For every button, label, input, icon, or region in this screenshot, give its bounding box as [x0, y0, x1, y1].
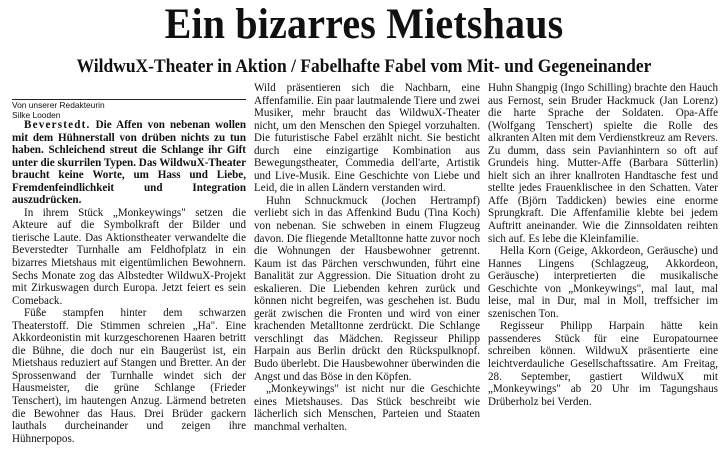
- article-column-2: [254, 82, 480, 462]
- body-paragraph: Hella Korn (Geige, Akkordeon, Geräusche) und Hannes Lingens (Schlagzeug, Akkordeon, Geräusche) interpretierten die musikalische Geschichte von „Monkeywings", mal laut, mal leise, mal in Dur, mal in Moll, treffsicher im szenischen Ton.: [488, 245, 718, 320]
- lead-paragraph: [12, 119, 246, 207]
- body-paragraph: Huhn Shangpig (Ingo Schilling) brachte den Hauch aus Fernost, sein Bruder Hackmuck (Jan Lorenz) die harte Sprache der Soldaten. Opa-Affe (Wolfgang Tenschert) spielte die Rolle des alkranten Alten mit dem Verdienstkreuz am Revers. Zu dumm, dass sein Pavianhintern so oft auf Grundeis hing. Mutter-Affe (Barbara Sütterlin) hielt sich an ihrer knallroten Handtasche fest und stellte jedes Frauenklischee in den Schatten. Vater Affe (Björn Taddicken) bewies eine enorme Sprungkraft. Die Affenfamilie klebte bei jedem Auftritt aneinander. Wie die Zinnsoldaten reihten sich auf. Es lebe die Kleinfamilie.: [488, 82, 718, 245]
- body-paragraph: Wild präsentieren sich die Nachbarn, eine Affenfamilie. Ein paar lautmalende Tiere und zwei Musiker, mehr braucht das WildwuX-Theater nicht, um den Menschen den Spiegel vorzuhalten. Die futuristische Fabel erzählt nicht. Sie besticht durch eine einzigartige Kombination aus Bewegungstheater, Commedia dell'arte, Artistik und Live-Musik. Eine Geschichte von Liebe und Leid, die in allen Ländern verstanden wird.: [254, 82, 480, 195]
- byline-line-1: Von unserer Redakteurin: [12, 100, 105, 110]
- dateline: Beverstedt.: [24, 119, 91, 131]
- headline: Ein bizarres Mietshaus: [164, 1, 564, 48]
- subheadline: WildwuX-Theater in Aktion / Fabelhafte Fabel vom Mit- und Gegeneinander: [76, 56, 652, 77]
- article-column-1: [12, 119, 246, 462]
- article-column-3: [488, 82, 718, 462]
- body-paragraph: Regisseur Philipp Harpain hätte kein passenderes Stück für eine Europatournee schreiben können. WildwuX präsentierte eine leichtverdauliche Gesellschaftssatire. Am Freitag, 28. September, gastiert WildwuX mit „Monkeywings" ab 20 Uhr im Tagungshaus Drüberholz bei Verden.: [488, 320, 718, 408]
- lead-text: Die Affen von nebenan wollen mit dem Hühnerstall von drüben nichts zu tun haben. Schleichend streut die Schlange ihr Gift unter die skurrilen Typen. Das WildwuX-Theater braucht keine Worte, um Hass und Liebe, Fremdenfeindlichkeit und Integration auszudrücken.: [12, 119, 246, 207]
- body-paragraph: Huhn Schnuckmuck (Jochen Hertrampf) verliebt sich in das Affenkind Budu (Tina Koch) von nebenan. Sie schweben in einem Flugzeug davon. Die fliegende Metalltonne hatte zuvor noch die Wohnungen der Hausbewohner getrennt. Kaum ist das Pärchen verschwunden, führt eine Banalität zur Aggression. Die Situation droht zu eskalieren. Die Liebenden kehren zurück und können nicht begreifen, was geschehen ist. Budu gerät zwischen die Fronten und wird von einer krachenden Metalltonne zerdrückt. Die Schlange verschlingt das Mädchen. Regisseur Philipp Harpain aus Berlin drückt den Rückspulknopf. Budo überlebt. Die Hausbewohner überwinden die Angst und das Böse in den Köpfen.: [254, 194, 480, 383]
- body-paragraph: Füße stampfen hinter dem schwarzen Theaterstoff. Die Stimmen schreien „Ha". Eine Akkordeonistin mit kurzgeschorenen Haaren betritt die Bühne, die doch nur ein Baugerüst ist, ein Mietshaus reduziert auf Stangen und Bretter. An der Sprossenwand der Turnhalle windet sich der Hausmeister, die grüne Schlange (Frieder Tenschert), im hautengen Anzug. Lärmend betreten die Bewohner das Haus. Drei Brüder gackern lauthals durcheinander und zeigen ihre Hühnerpopos.: [12, 307, 246, 445]
- byline: [12, 99, 246, 120]
- body-paragraph: „Monkeywings" ist nicht nur die Geschichte eines Mietshauses. Das Stück beschreibt wie lächerlich sich Menschen, Parteien und Staaten manchmal verhalten.: [254, 383, 480, 433]
- byline-author: Silke Looden: [12, 109, 61, 120]
- body-paragraph: In ihrem Stück „Monkeywings" setzen die Akteure auf die Symbolkraft der Bilder und tierische Laute. Das Aktionstheater verwandelte die Beverstedter Turnhalle am Feldhofplatz in ein bizarres Mietshaus mit eigentümlichen Bewohnern. Sechs Monate zog das Albstedter WildwuX-Projekt mit Zirkuswagen durch Europa. Jetzt feiert es sein Comeback.: [12, 206, 246, 307]
